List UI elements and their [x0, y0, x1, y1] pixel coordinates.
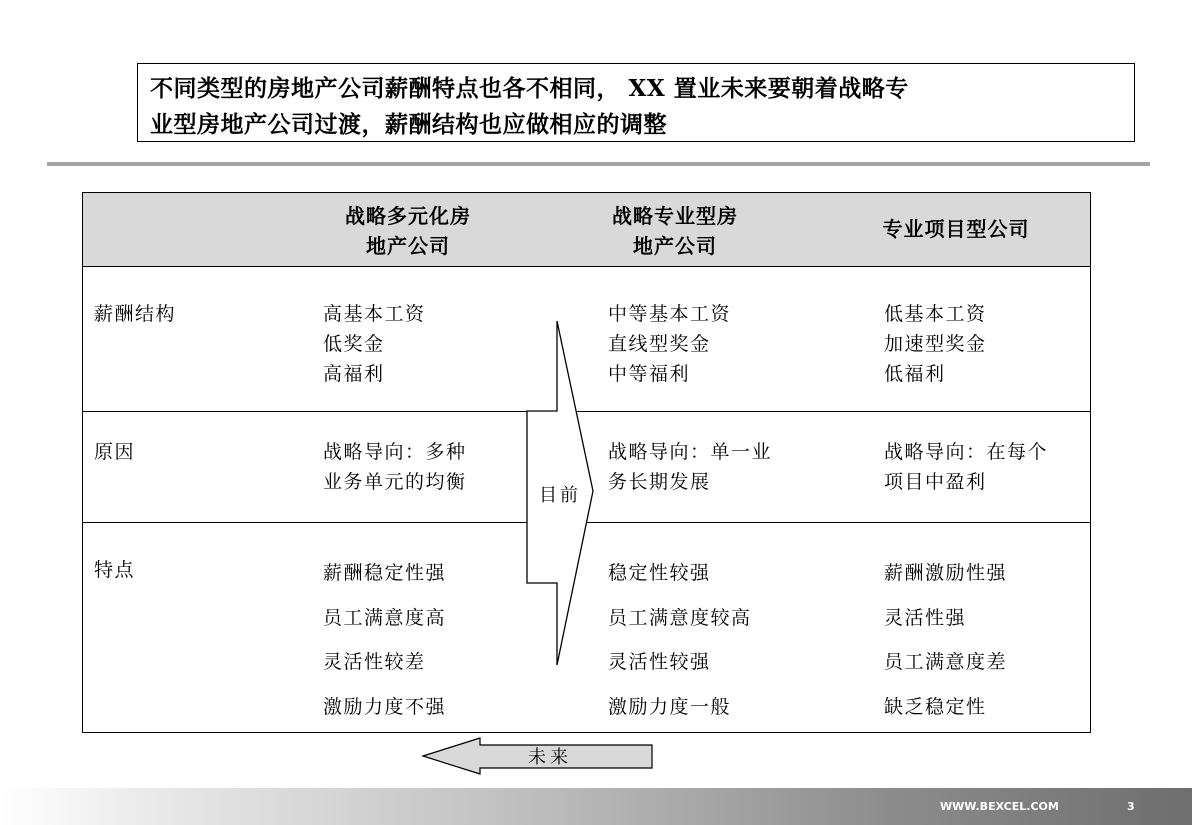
comparison-table: [82, 192, 1091, 733]
cell-line: 高基本工资: [323, 303, 426, 325]
cell-line: 加速型奖金: [884, 333, 987, 355]
cell-line: 高福利: [323, 363, 385, 385]
feature-item: 员工满意度差: [884, 651, 1008, 673]
cell-reason-specialized: [608, 437, 772, 497]
cell-line: 业务单元的均衡: [323, 471, 467, 493]
cell-line: 战略导向：多种: [323, 441, 467, 463]
page-number: 3: [1127, 800, 1135, 813]
feature-item: 灵活性较差: [323, 651, 426, 673]
divider-rule: [47, 162, 1150, 166]
feature-item: 员工满意度高: [323, 607, 447, 629]
cell-reason-project: [884, 437, 1048, 497]
row-label-features: 特点: [94, 559, 136, 581]
header-specialized-line1: 战略专业型房: [612, 204, 738, 228]
feature-item: 灵活性强: [884, 607, 967, 629]
cell-line: 低奖金: [323, 333, 385, 355]
header-specialized-line2: 地产公司: [633, 234, 717, 258]
footer-url[interactable]: WWW.BEXCEL.COM: [940, 800, 1059, 813]
headline-box: [137, 63, 1135, 142]
cell-line: 低福利: [884, 363, 946, 385]
feature-item: 灵活性较强: [608, 651, 711, 673]
feature-item: 缺乏稳定性: [884, 696, 987, 718]
cell-line: 中等福利: [608, 363, 691, 385]
feature-item: 薪酬激励性强: [884, 562, 1008, 584]
header-project-line1: 专业项目型公司: [882, 217, 1030, 241]
feature-item: 稳定性较强: [608, 562, 711, 584]
headline-line-2: 业型房地产公司过渡，薪酬结构也应做相应的调整: [150, 111, 667, 138]
header-diversified-line1: 战略多元化房: [345, 204, 471, 228]
header-specialized: [580, 201, 770, 261]
cell-reason-diversified: [323, 437, 467, 497]
cell-line: 战略导向：在每个: [884, 441, 1049, 463]
footer-bar: [0, 788, 1192, 825]
cell-line: 战略导向：单一业: [608, 441, 773, 463]
row-label-reason: 原因: [94, 441, 136, 463]
cell-pay-project: [884, 299, 987, 389]
feature-item: 激励力度不强: [323, 696, 447, 718]
header-project: [851, 214, 1061, 244]
future-label: 未来: [528, 747, 572, 768]
feature-item: 薪酬稳定性强: [323, 562, 447, 584]
cell-pay-specialized: [608, 299, 731, 389]
cell-line: 务长期发展: [608, 471, 711, 493]
row-label-pay-structure: 薪酬结构: [94, 303, 177, 325]
cell-pay-diversified: [323, 299, 426, 389]
cell-line: 项目中盈利: [884, 471, 987, 493]
cell-line: 直线型奖金: [608, 333, 711, 355]
cell-line: 中等基本工资: [608, 303, 732, 325]
current-label: 目前: [539, 485, 581, 506]
header-diversified: [313, 201, 503, 261]
feature-item: 激励力度一般: [608, 696, 732, 718]
feature-item: 员工满意度较高: [608, 607, 752, 629]
table-header: [83, 193, 1090, 267]
cell-line: 低基本工资: [884, 303, 987, 325]
headline-line-1: 不同类型的房地产公司薪酬特点也各不相同， XX 置业未来要朝着战略专: [150, 75, 909, 102]
header-diversified-line2: 地产公司: [366, 234, 450, 258]
